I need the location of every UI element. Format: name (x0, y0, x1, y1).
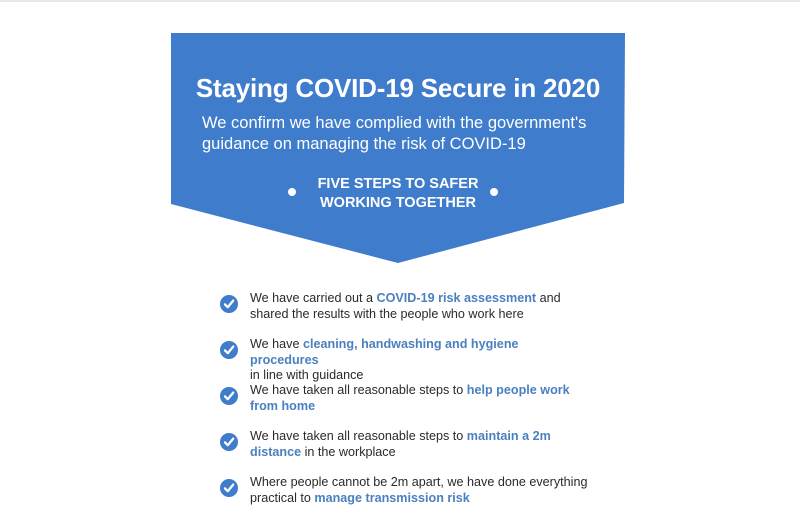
highlight-text: distance (250, 444, 302, 459)
header-banner (171, 33, 625, 264)
list-item (219, 290, 589, 336)
tagline-line-1: FIVE STEPS TO SAFER (317, 176, 479, 192)
check-circle-icon (220, 295, 238, 313)
banner-subtitle (202, 113, 602, 155)
banner-tagline (171, 175, 625, 213)
highlight-text: cleaning, handwashing and hygiene procedures (250, 337, 519, 367)
highlight-text: help people work (466, 383, 570, 397)
list-item (219, 474, 589, 520)
top-divider (0, 0, 800, 2)
step-text: Where people cannot be 2m apart, we have done everything practical to manage transmission risk (250, 475, 588, 505)
list-item (219, 428, 589, 474)
step-text: We have cleaning, handwashing and hygiene procedures in line with guidance (250, 337, 519, 382)
step-text: We have taken all reasonable steps to maintain a 2m distance in the workplace (250, 429, 551, 459)
page-title: Staying COVID-19 Secure in 2020 (195, 73, 601, 103)
check-circle-icon (220, 341, 238, 359)
list-item (219, 336, 589, 382)
highlight-text: from home (250, 398, 316, 413)
bullet-dot-icon (490, 188, 498, 196)
subtitle-line-1: We confirm we have complied with the government's (202, 114, 587, 132)
tagline-line-2: WORKING TOGETHER (319, 195, 476, 211)
highlight-text: COVID-19 risk assessment (376, 291, 537, 305)
check-circle-icon (220, 387, 238, 405)
step-text: We have carried out a COVID-19 risk assessment and shared the results with the people who work here (250, 291, 561, 321)
check-circle-icon (220, 479, 238, 497)
highlight-text: maintain a 2m (466, 429, 551, 443)
subtitle-line-2: guidance on managing the risk of COVID-19 (202, 135, 526, 153)
highlight-text: manage transmission risk (314, 490, 470, 505)
list-item (219, 382, 589, 428)
step-text: We have taken all reasonable steps to help people work from home (250, 383, 570, 413)
steps-list (219, 290, 589, 520)
check-circle-icon (220, 433, 238, 451)
